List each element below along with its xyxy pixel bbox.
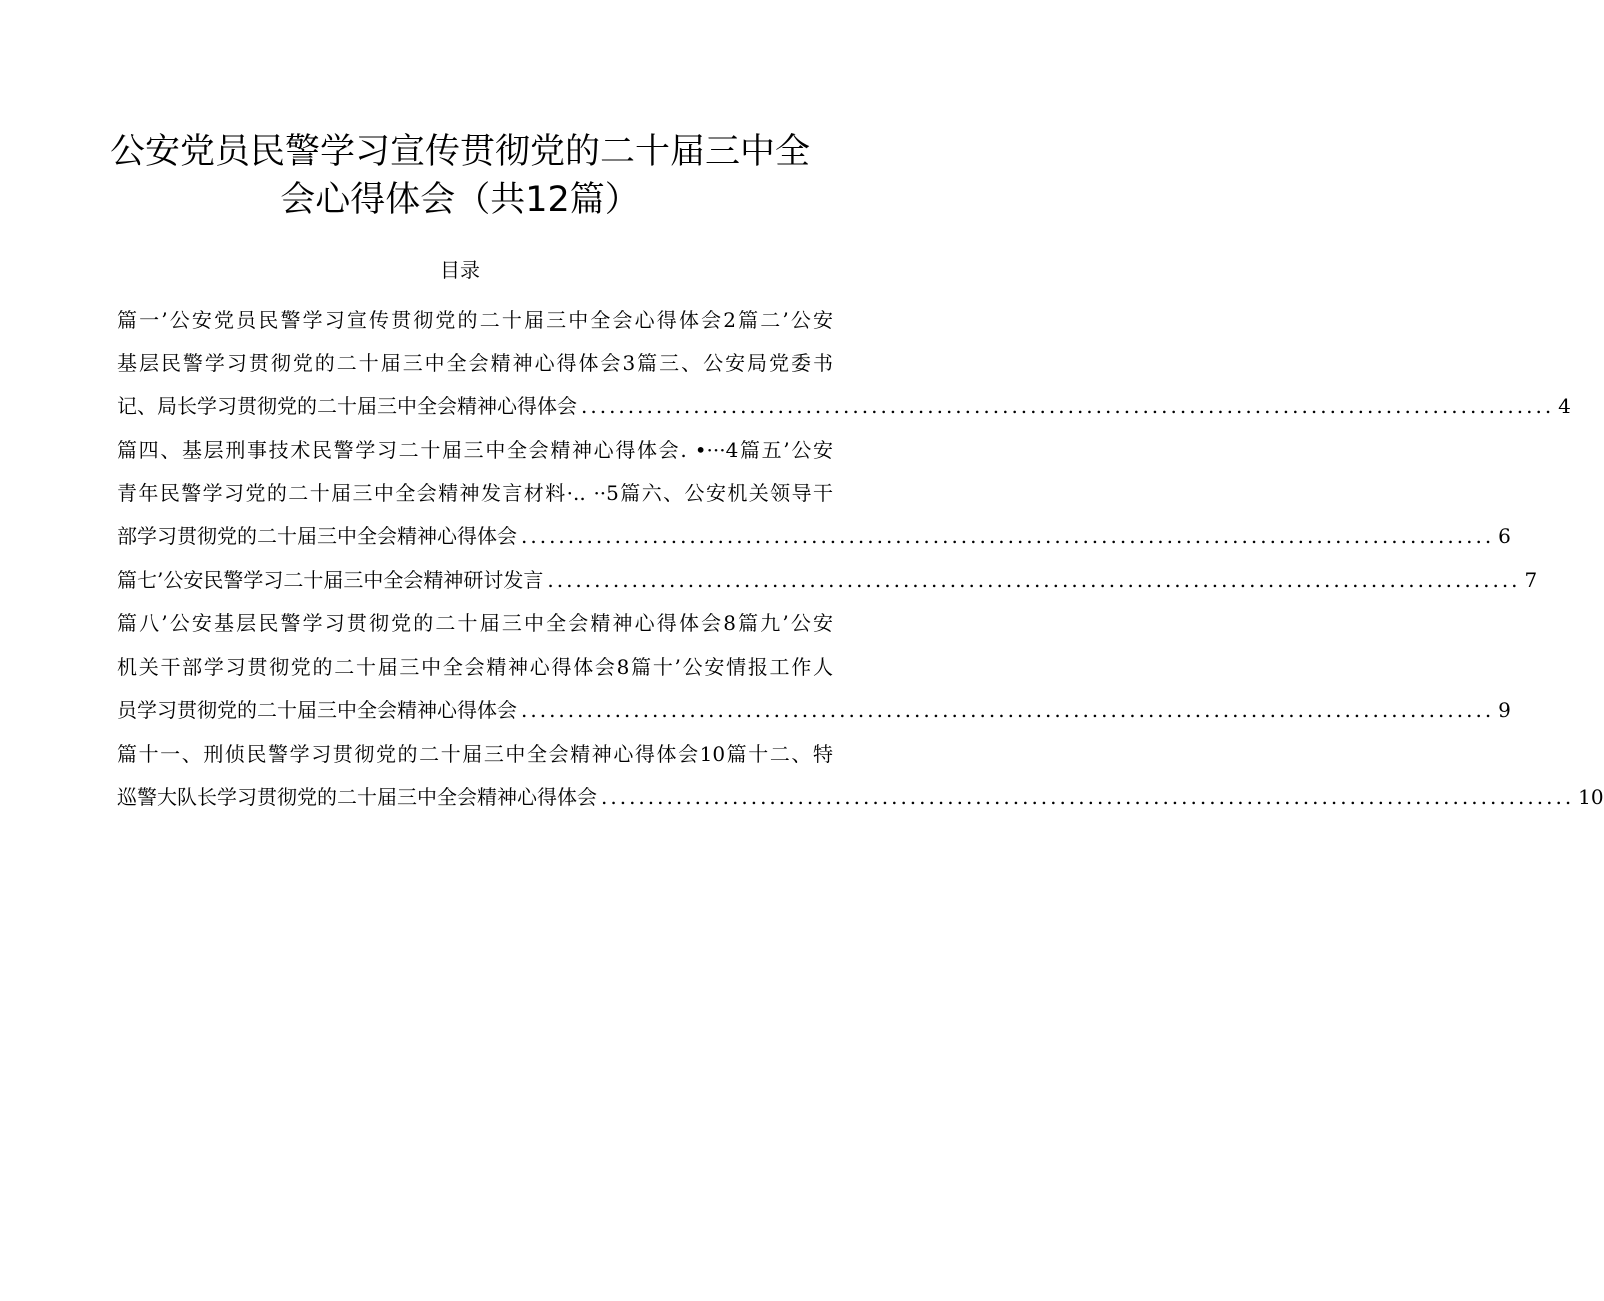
- toc-page-number: 6: [1498, 524, 1511, 548]
- toc-line[interactable]: 篇八’公安基层民警学习贯彻党的二十届三中全会精神心得体会8篇九’公安: [117, 611, 833, 635]
- toc-line[interactable]: 基层民警学习贯彻党的二十届三中全会精神心得体会3篇三、公安局党委书: [117, 351, 833, 375]
- toc-line[interactable]: [117, 392, 1571, 420]
- toc-entry-text: 员学习贯彻党的二十届三中全会精神心得体会: [117, 698, 517, 722]
- toc-leader-dots: ........................................................................................................: [601, 785, 1575, 809]
- toc-leader-dots: ........................................................................................................: [547, 568, 1521, 592]
- toc-line[interactable]: 篇一’公安党员民警学习宣传贯彻党的二十届三中全会心得体会2篇二’公安: [117, 308, 833, 332]
- toc-entry-text: 巡警大队长学习贯彻党的二十届三中全会精神心得体会: [117, 785, 597, 809]
- toc-heading: 目录: [440, 258, 480, 282]
- toc-page-number: 7: [1524, 568, 1538, 592]
- toc-line[interactable]: 青年民警学习党的二十届三中全会精神发言材料·.. ··5篇六、公安机关领导干: [117, 481, 833, 505]
- toc-line[interactable]: 篇十一、刑侦民警学习贯彻党的二十届三中全会精神心得体会10篇十二、特: [117, 742, 833, 766]
- document-title-line-1: 公安党员民警学习宣传贯彻党的二十届三中全: [109, 132, 810, 172]
- toc-line[interactable]: [117, 566, 1538, 594]
- toc-entry-text: 篇七’公安民警学习二十届三中全会精神研讨发言: [117, 568, 544, 592]
- toc-line[interactable]: [117, 696, 1511, 724]
- toc-entry-text: 记、局长学习贯彻党的二十届三中全会精神心得体会: [117, 394, 577, 418]
- toc-leader-dots: ........................................................................................................: [521, 698, 1495, 722]
- toc-page-number: 4: [1558, 394, 1571, 418]
- toc-page-number: 10: [1578, 785, 1604, 809]
- toc-leader-dots: ........................................................................................................: [581, 394, 1555, 418]
- toc-line[interactable]: [117, 522, 1511, 550]
- toc-line[interactable]: [117, 783, 1604, 811]
- toc-page-number: 9: [1498, 698, 1511, 722]
- document-title-line-2: 会心得体会（共12篇）: [280, 180, 640, 220]
- toc-line[interactable]: 篇四、基层刑事技术民警学习二十届三中全会精神心得体会. •···4篇五’公安: [117, 438, 833, 462]
- toc-leader-dots: ........................................................................................................: [521, 524, 1495, 548]
- toc-line[interactable]: 机关干部学习贯彻党的二十届三中全会精神心得体会8篇十’公安情报工作人: [117, 655, 833, 679]
- toc-entry-text: 部学习贯彻党的二十届三中全会精神心得体会: [117, 524, 517, 548]
